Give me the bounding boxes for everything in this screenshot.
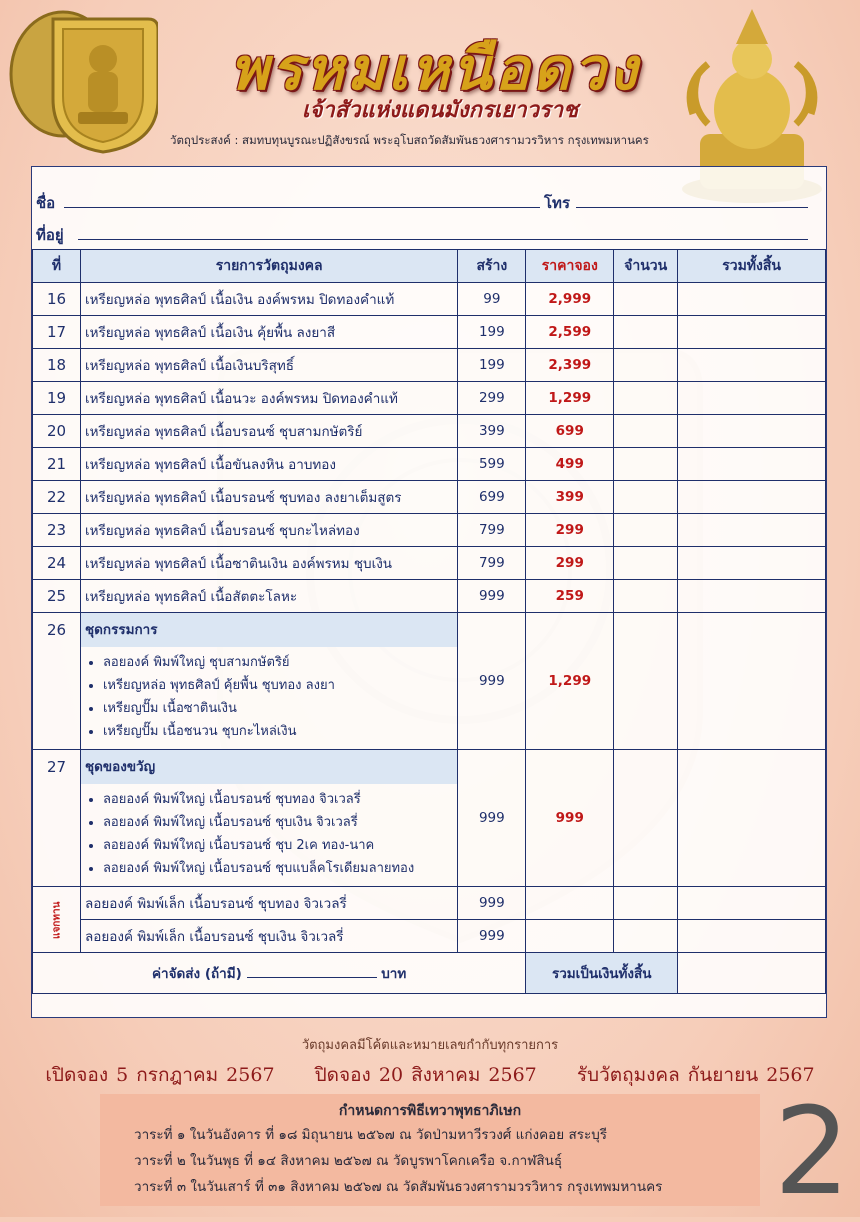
ceremony-title: กำหนดการพิธีเทวาพุทธาภิเษก	[338, 1103, 522, 1119]
items-table	[32, 249, 826, 994]
total-cell[interactable]	[678, 547, 826, 580]
made-count: 999	[458, 750, 526, 887]
reserve-price: 299	[526, 514, 614, 547]
special-row-2	[33, 920, 826, 953]
row-no: 21	[33, 448, 81, 481]
col-header-item: รายการวัตถุมงคล	[80, 250, 457, 283]
col-header-qty: จำนวน	[614, 250, 678, 283]
special-row-1	[33, 887, 826, 920]
total-cell[interactable]	[678, 382, 826, 415]
made-count: 999	[458, 887, 526, 920]
date-line	[0, 1060, 860, 1090]
row-no: 22	[33, 481, 81, 514]
col-header-made: สร้าง	[458, 250, 526, 283]
list-item: • เหรียญหล่อ พุทธศิลป์ คุ้ยพื้น ชุบทอง ลงยา	[103, 674, 453, 697]
qty-cell[interactable]	[614, 481, 678, 514]
total-cell[interactable]	[678, 316, 826, 349]
receive-date: รับวัตถุมงคล กันยายน 2567	[576, 1064, 815, 1086]
row-no: 23	[33, 514, 81, 547]
qty-cell[interactable]	[614, 316, 678, 349]
set-row-27	[33, 750, 826, 887]
item-name: ลอยองค์ พิมพ์เล็ก เนื้อบรอนซ์ ชุบเงิน จิวเวลรี่	[80, 920, 457, 953]
list-item: • เหรียญปั๊ม เนื้อชนวน ชุบกะไหล่เงิน	[103, 720, 453, 743]
qty-cell[interactable]	[614, 415, 678, 448]
col-header-total: รวมทั้งสิ้น	[678, 250, 826, 283]
page-number: 2	[773, 1083, 851, 1222]
reserve-price	[526, 887, 614, 920]
made-count: 699	[458, 481, 526, 514]
made-count: 99	[458, 283, 526, 316]
brand-subtitle: เจ้าสัวแห่งแดนมังกรเยาวราช	[301, 97, 579, 123]
reserve-price: 2,999	[526, 283, 614, 316]
item-name: เหรียญหล่อ พุทธศิลป์ เนื้อบรอนซ์ ชุบกะไหล่ทอง	[80, 514, 457, 547]
made-count: 999	[458, 613, 526, 750]
total-cell[interactable]	[678, 481, 826, 514]
qty-cell[interactable]	[614, 514, 678, 547]
row-no: 24	[33, 547, 81, 580]
shipping-row	[33, 953, 826, 994]
total-cell[interactable]	[678, 415, 826, 448]
reserve-price: 2,599	[526, 316, 614, 349]
table-row	[33, 316, 826, 349]
row-no: 20	[33, 415, 81, 448]
set-row-26	[33, 613, 826, 750]
reserve-price: 499	[526, 448, 614, 481]
col-header-no: ที่	[33, 250, 81, 283]
item-name: เหรียญหล่อ พุทธศิลป์ เนื้อนวะ องค์พรหม ปิดทองคำแท้	[80, 382, 457, 415]
address-label: ที่อยู่	[36, 226, 64, 244]
table-row	[33, 481, 826, 514]
item-name: เหรียญหล่อ พุทธศิลป์ เนื้อเงินบริสุทธิ์	[80, 349, 457, 382]
list-item: • ลอยองค์ พิมพ์ใหญ่ ชุบสามกษัตริย์	[103, 651, 453, 674]
qty-cell[interactable]	[614, 750, 678, 887]
made-count: 599	[458, 448, 526, 481]
reserve-price	[526, 920, 614, 953]
address-field[interactable]	[78, 239, 808, 240]
total-cell[interactable]	[678, 920, 826, 953]
row-no: 27	[33, 750, 81, 887]
code-note: วัตถุมงคลมีโค้ตและหมายเลขกำกับทุกรายการ	[301, 1038, 559, 1053]
name-field[interactable]	[64, 207, 540, 208]
set-item-list	[85, 788, 453, 880]
total-cell[interactable]	[678, 887, 826, 920]
total-cell[interactable]	[678, 283, 826, 316]
table-row	[33, 349, 826, 382]
table-row	[33, 382, 826, 415]
list-item: • ลอยองค์ พิมพ์ใหญ่ เนื้อบรอนซ์ ชุบทอง จิวเวลรี่	[103, 788, 453, 811]
brand-title: พรหมเหนือดวง	[230, 35, 640, 103]
qty-cell[interactable]	[614, 920, 678, 953]
qty-cell[interactable]	[614, 382, 678, 415]
row-no: 17	[33, 316, 81, 349]
qty-cell[interactable]	[614, 613, 678, 750]
reserve-price: 1,299	[526, 613, 614, 750]
table-row	[33, 448, 826, 481]
made-count: 199	[458, 316, 526, 349]
phone-field[interactable]	[576, 207, 808, 208]
made-count: 799	[458, 547, 526, 580]
total-cell[interactable]	[678, 448, 826, 481]
qty-cell[interactable]	[614, 448, 678, 481]
reserve-price: 699	[526, 415, 614, 448]
made-count: 299	[458, 382, 526, 415]
list-item: • ลอยองค์ พิมพ์ใหญ่ เนื้อบรอนซ์ ชุบเงิน จิวเวลรี่	[103, 811, 453, 834]
qty-cell[interactable]	[614, 580, 678, 613]
reserve-price: 299	[526, 547, 614, 580]
list-item: • เหรียญปั๊ม เนื้อซาตินเงิน	[103, 697, 453, 720]
header	[0, 0, 860, 165]
reserve-price: 999	[526, 750, 614, 887]
row-no: 25	[33, 580, 81, 613]
qty-cell[interactable]	[614, 547, 678, 580]
name-label: ชื่อ	[36, 194, 56, 212]
grand-total-field[interactable]	[678, 953, 826, 994]
reserve-price: 1,299	[526, 382, 614, 415]
set-title: ชุดของขวัญ	[81, 750, 457, 784]
total-cell[interactable]	[678, 514, 826, 547]
reserve-price: 259	[526, 580, 614, 613]
table-row	[33, 547, 826, 580]
row-no: 18	[33, 349, 81, 382]
shipping-unit: บาท	[381, 966, 407, 982]
item-name: เหรียญหล่อ พุทธศิลป์ เนื้อสัตตะโลหะ	[80, 580, 457, 613]
qty-cell[interactable]	[614, 349, 678, 382]
table-row	[33, 580, 826, 613]
purpose-text: วัตถุประสงค์ : สมทบทุนบูรณะปฏิสังขรณ์ พระอุโบสถวัดสัมพันธวงศารามวรวิหาร กรุงเทพมหานคร	[170, 133, 649, 147]
made-count: 399	[458, 415, 526, 448]
row-no: 16	[33, 283, 81, 316]
col-header-price: ราคาจอง	[526, 250, 614, 283]
row-no: 19	[33, 382, 81, 415]
qty-cell[interactable]	[614, 283, 678, 316]
grand-total-label: รวมเป็นเงินทั้งสิ้น	[526, 953, 678, 994]
total-cell[interactable]	[678, 750, 826, 887]
open-date: เปิดจอง 5 กรกฎาคม 2567	[45, 1064, 275, 1086]
qty-cell[interactable]	[614, 887, 678, 920]
shipping-field[interactable]	[247, 963, 377, 978]
ceremony-line-3: วาระที่ ๓ ในวันเสาร์ ที่ ๓๑ สิงหาคม ๒๕๖๗ ณ วัดสัมพันธวงศารามวรวิหาร กรุงเทพมหานคร	[134, 1179, 663, 1195]
total-cell[interactable]	[678, 613, 826, 750]
table-row	[33, 514, 826, 547]
list-item: • ลอยองค์ พิมพ์ใหญ่ เนื้อบรอนซ์ ชุบแบล็คโรเดียมลายทอง	[103, 857, 453, 880]
set-title: ชุดกรรมการ	[81, 613, 457, 647]
gold-amulet-image	[8, 4, 158, 154]
row-no: 26	[33, 613, 81, 750]
item-name: เหรียญหล่อ พุทธศิลป์ เนื้อเงิน องค์พรหม ปิดทองคำแท้	[80, 283, 457, 316]
address-row	[36, 219, 826, 249]
item-name: เหรียญหล่อ พุทธศิลป์ เนื้อซาตินเงิน องค์พรหม ชุบเงิน	[80, 547, 457, 580]
item-name: เหรียญหล่อ พุทธศิลป์ เนื้อบรอนซ์ ชุบทอง ลงยาเต็มสูตร	[80, 481, 457, 514]
set-items-cell	[80, 750, 457, 887]
phone-label: โทร	[544, 194, 571, 212]
set-item-list	[85, 651, 453, 743]
made-count: 799	[458, 514, 526, 547]
item-name: เหรียญหล่อ พุทธศิลป์ เนื้อบรอนซ์ ชุบสามกษัตริย์	[80, 415, 457, 448]
table-header-row	[33, 250, 826, 283]
table-row	[33, 283, 826, 316]
close-date: ปิดจอง 20 สิงหาคม 2567	[314, 1064, 537, 1086]
reserve-price: 2,399	[526, 349, 614, 382]
order-form	[31, 166, 827, 1018]
item-name: เหรียญหล่อ พุทธศิลป์ เนื้อขันลงหิน อาบทอง	[80, 448, 457, 481]
list-item: • ลอยองค์ พิมพ์ใหญ่ เนื้อบรอนซ์ ชุบ 2เค ทอง-นาค	[103, 834, 453, 857]
special-label: แจกทาน	[33, 887, 81, 953]
shipping-label: ค่าจัดส่ง (ถ้ามี)	[152, 966, 242, 982]
set-items-cell	[80, 613, 457, 750]
total-cell[interactable]	[678, 349, 826, 382]
made-count: 999	[458, 920, 526, 953]
item-name: เหรียญหล่อ พุทธศิลป์ เนื้อเงิน คุ้ยพื้น ลงยาสี	[80, 316, 457, 349]
reserve-price: 399	[526, 481, 614, 514]
ceremony-box	[100, 1094, 760, 1206]
total-cell[interactable]	[678, 580, 826, 613]
item-name: ลอยองค์ พิมพ์เล็ก เนื้อบรอนซ์ ชุบทอง จิวเวลรี่	[80, 887, 457, 920]
made-count: 999	[458, 580, 526, 613]
name-row	[36, 187, 826, 217]
ceremony-line-2: วาระที่ ๒ ในวันพุธ ที่ ๑๔ สิงหาคม ๒๕๖๗ ณ วัดบูรพาโคกเครือ จ.กาฬสินธุ์	[134, 1153, 563, 1169]
made-count: 199	[458, 349, 526, 382]
shipping-cell[interactable]	[33, 953, 526, 994]
table-row	[33, 415, 826, 448]
ceremony-line-1: วาระที่ ๑ ในวันอังคาร ที่ ๑๘ มิถุนายน ๒๕๖๗ ณ วัดป่ามหาวีรวงศ์ แก่งคอย สระบุรี	[134, 1127, 608, 1143]
